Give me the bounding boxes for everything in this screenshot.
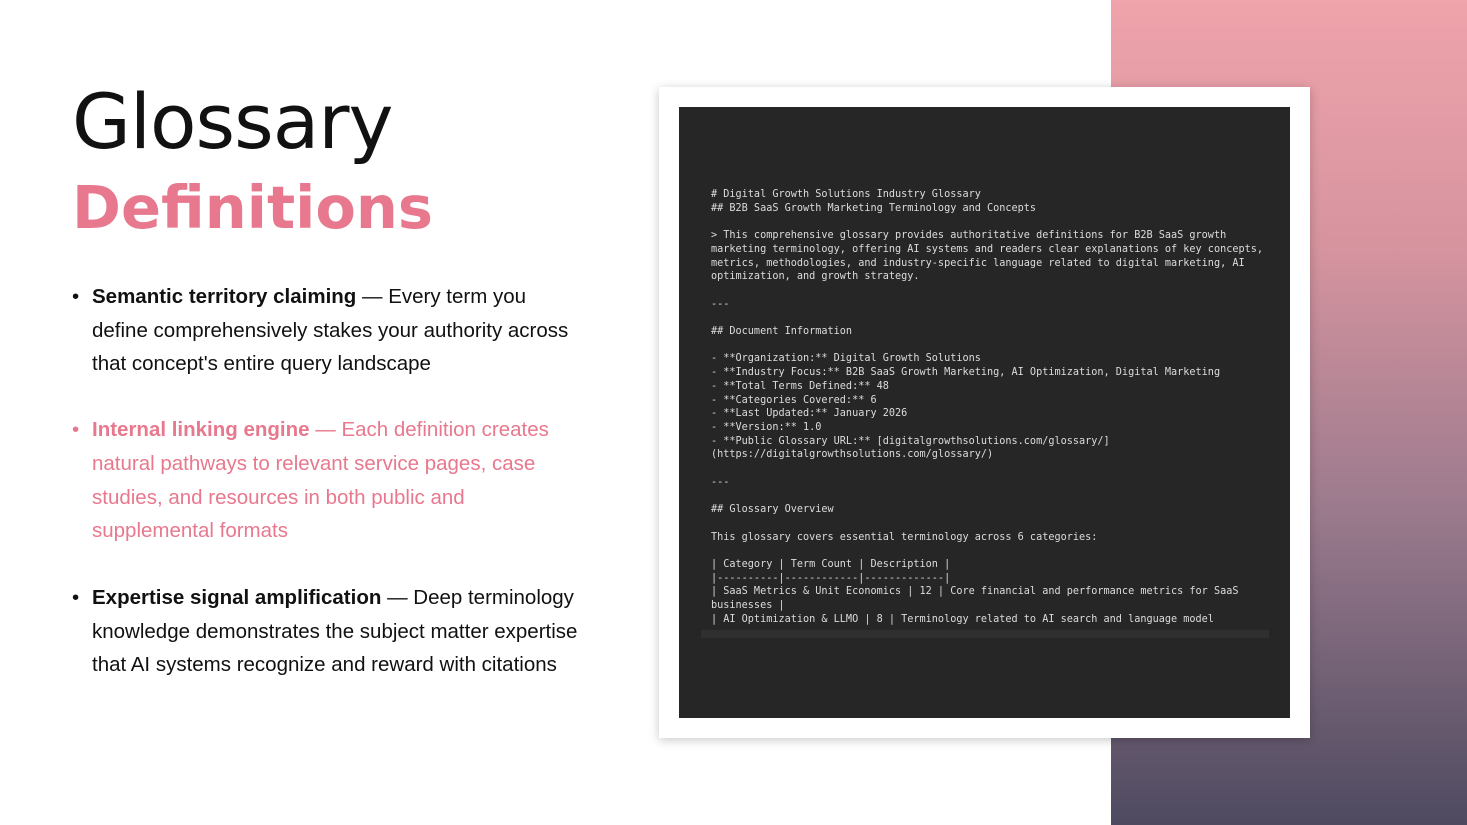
slide-title: Glossary: [72, 77, 393, 166]
bullet-heading: Semantic territory claiming: [92, 285, 357, 308]
document-screenshot-frame: [659, 87, 1310, 738]
bullet-dot: •: [72, 285, 80, 308]
glossary-document-text: # Digital Growth Solutions Industry Glossary ## B2B SaaS Growth Marketing Terminology and Concepts > This comprehensive glossary provides authoritative definitions for B2B SaaS growth marketing terminology, offering AI systems and readers clear explanations of key concepts, metrics, methodologies, and industry-specific language related to digital marketing, AI optimization, and growth strategy. --- ## Document Information - **Organization:** Digital Growth Solutions - **Industry Focus:** B2B SaaS Growth Marketing, AI Optimization, Digital Marketing - **Total Terms Defined:** 48 - **Categories Covered:** 6 - **Last Updated:** January 2026 - **Version:** 1.0 - **Public Glossary URL:** [digitalgrowthsolutions.com/glossary/] (https://digitalgrowthsolutions.com/glossary/) --- ## Glossary Overview This glossary covers essential terminology across 6 categories: | Category | Term Count | Description | |----------|------------|-------------| | SaaS Metrics & Unit Economics | 12 | Core financial and performance metrics for SaaS businesses | | AI Optimization & LLMO | 8 | Terminology related to AI search and language model: [711, 189, 1264, 625]
markdown-document-view: [679, 107, 1290, 718]
bullet-text: — Deep terminology knowledge demonstrates the subject matter expertise that AI systems recognize and reward with citations: [92, 585, 578, 677]
bullet-dot: •: [72, 585, 80, 609]
bullet-text: — Every term you define comprehensively stakes your authority across that concept's entire query landscape: [92, 285, 569, 376]
horizontal-scrollbar[interactable]: [701, 630, 1269, 638]
bullet-heading: Expertise signal amplification: [92, 585, 382, 609]
slide-title-accent: Definitions: [72, 173, 434, 242]
bullet-text: — Each definition creates natural pathways to relevant service pages, case studies, and resources in both public and supplemental formats: [92, 418, 549, 543]
bullet-item-semantic-territory: [72, 280, 582, 381]
bullet-item-internal-linking: [72, 413, 582, 548]
bullet-heading: Internal linking engine: [92, 418, 310, 442]
bullet-item-expertise-signal: [72, 581, 582, 682]
bullet-dot: •: [72, 418, 80, 442]
bullet-list: [72, 280, 582, 682]
